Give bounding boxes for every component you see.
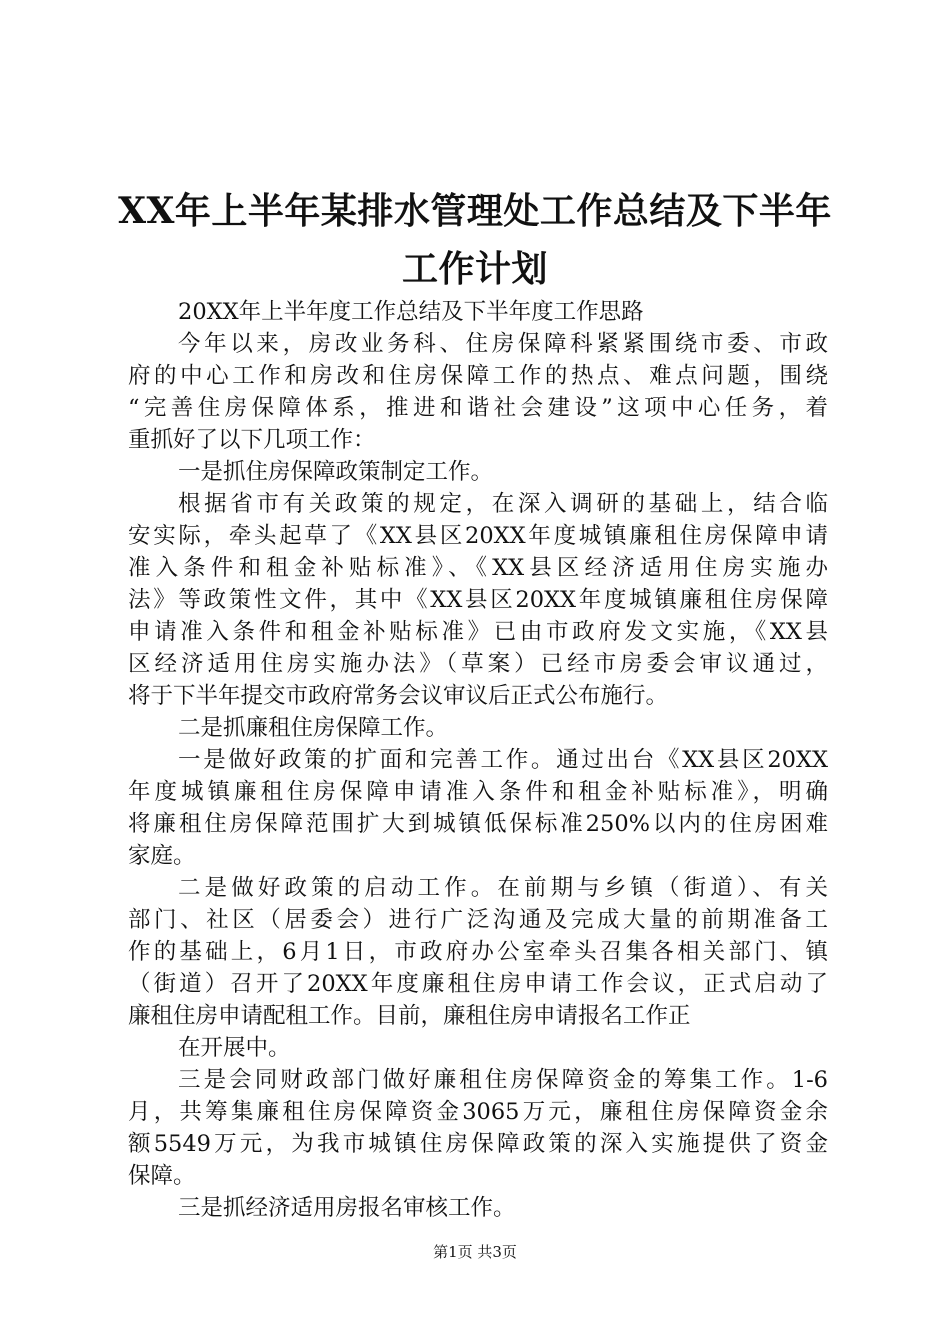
paragraph-line: 今年以来，房改业务科、住房保障科紧紧围绕市委、市政 xyxy=(178,331,828,357)
paragraph-line: 将于下半年提交市政府常务会议审议后正式公布施行。 xyxy=(128,683,669,709)
document-body xyxy=(128,296,828,1224)
paragraph-line: 重抓好了以下几项工作： xyxy=(128,427,376,453)
paragraph-line: （街道）召开了20XX年度廉租住房申请工作会议，正式启动了 xyxy=(128,971,828,997)
paragraph-line: 年度城镇廉租住房保障申请准入条件和租金补贴标准》，明确 xyxy=(128,779,828,805)
paragraph-line: 准入条件和租金补贴标准》、《XX县区经济适用住房实施办 xyxy=(128,555,828,581)
paragraph-line: 府的中心工作和房改和住房保障工作的热点、难点问题，围绕 xyxy=(128,363,828,389)
paragraph-line: 法》等政策性文件，其中《XX县区20XX年度城镇廉租住房保障 xyxy=(128,587,828,613)
paragraph-line: 月，共筹集廉租住房保障资金3065万元，廉租住房保障资金余 xyxy=(128,1099,828,1125)
paragraph-line: 二是做好政策的启动工作。在前期与乡镇（街道）、有关 xyxy=(178,875,828,901)
paragraph-line: 三是会同财政部门做好廉租住房保障资金的筹集工作。1-6 xyxy=(178,1067,828,1093)
paragraph-line: 作的基础上，6月1日，市政府办公室牵头召集各相关部门、镇 xyxy=(128,939,828,965)
paragraph-line: 额5549万元，为我市城镇住房保障政策的深入实施提供了资金 xyxy=(128,1131,828,1157)
paragraph-line: 在开展中。 xyxy=(178,1035,291,1061)
document-title-line-2: 工作计划 xyxy=(401,248,548,290)
section-heading: 一是抓住房保障政策制定工作。 xyxy=(178,459,494,485)
paragraph-line: 部门、社区（居委会）进行广泛沟通及完成大量的前期准备工 xyxy=(128,907,828,933)
paragraph-line: 一是做好政策的扩面和完善工作。通过出台《XX县区20XX xyxy=(178,747,828,773)
paragraph-line: 将廉租住房保障范围扩大到城镇低保标准250%以内的住房困难 xyxy=(128,811,828,837)
paragraph-line: 保障。 xyxy=(128,1163,196,1189)
paragraph-line: 安实际，牵头起草了《XX县区20XX年度城镇廉租住房保障申请 xyxy=(128,523,828,549)
paragraph-line: “完善住房保障体系，推进和谐社会建设”这项中心任务，着 xyxy=(128,395,828,421)
paragraph-line: 申请准入条件和租金补贴标准》已由市政府发文实施，《XX县 xyxy=(128,619,828,645)
section-heading: 三是抓经济适用房报名审核工作。 xyxy=(178,1195,516,1221)
section-heading: 二是抓廉租住房保障工作。 xyxy=(178,715,449,741)
page-number-footer: 第1页 共3页 xyxy=(433,1243,517,1261)
paragraph-line: 家庭。 xyxy=(128,843,196,869)
subtitle-line: 20XX年上半年度工作总结及下半年度工作思路 xyxy=(178,299,644,325)
document-title-line-1: XX年上半年某排水管理处工作总结及下半年 xyxy=(118,190,832,232)
paragraph-line: 廉租住房申请配租工作。目前，廉租住房申请报名工作正 xyxy=(128,1003,691,1029)
paragraph-line: 根据省市有关政策的规定，在深入调研的基础上，结合临 xyxy=(178,491,828,517)
paragraph-line: 区经济适用住房实施办法》（草案）已经市房委会审议通过， xyxy=(128,651,828,677)
